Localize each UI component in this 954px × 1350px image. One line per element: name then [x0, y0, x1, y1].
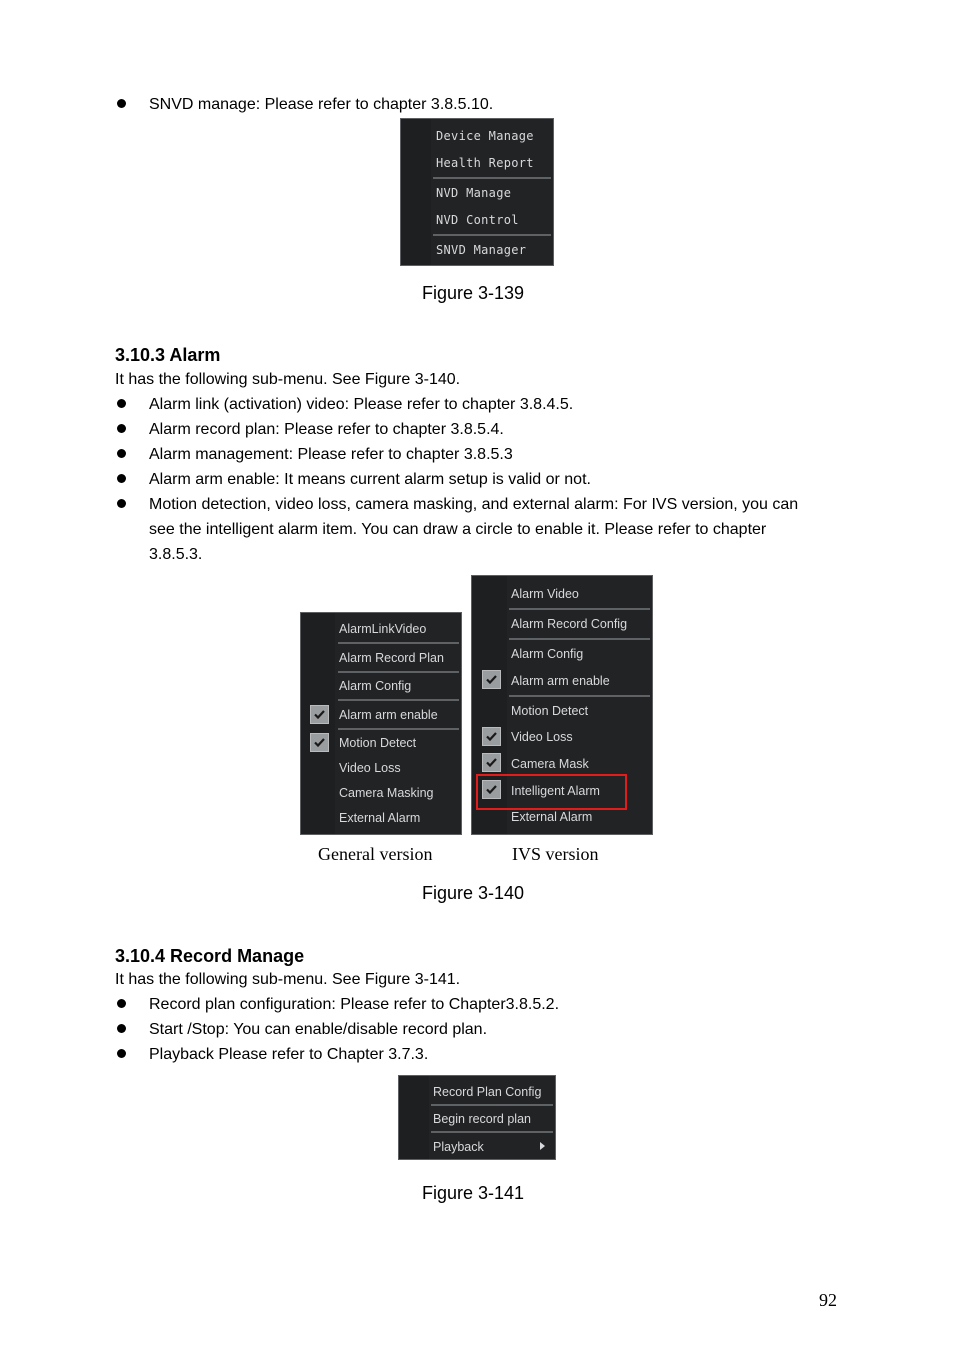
menu-item-alarm-arm-enable[interactable]: Alarm arm enable	[511, 674, 610, 688]
intelligent-alarm-highlight	[476, 774, 627, 810]
menu-item-health-report[interactable]: Health Report	[436, 156, 534, 170]
alarm-bullet-3: Alarm management: Please refer to chapter 3.8.5.3	[149, 446, 513, 463]
general-alarm-menu	[300, 612, 462, 835]
bullet-dot	[117, 449, 126, 458]
menu-item-snvd-manager[interactable]: SNVD Manager	[436, 243, 527, 257]
figure-caption-141: Figure 3-141	[422, 1183, 525, 1203]
menu-separator	[338, 642, 459, 644]
section-heading-alarm: 3.10.3 Alarm	[115, 345, 221, 365]
menu-item-alarm-video[interactable]: Alarm Video	[511, 587, 579, 601]
record-intro: It has the following sub-menu. See Figure 3-141.	[115, 971, 461, 988]
section-heading-record-manage: 3.10.4 Record Manage	[115, 946, 305, 966]
bullet-dot	[117, 999, 126, 1008]
alarm-bullet-5-cont: see the intelligent alarm item. You can draw a circle to enable it. Please refer to chapter	[149, 521, 767, 538]
menu-separator	[509, 608, 650, 610]
check-icon	[482, 753, 501, 772]
menu-item-video-loss[interactable]: Video Loss	[339, 761, 401, 775]
menu-item-alarm-link-video[interactable]: AlarmLinkVideo	[339, 622, 427, 636]
alarm-bullet-2: Alarm record plan: Please refer to chapter 3.8.5.4.	[149, 421, 504, 438]
check-icon	[310, 733, 329, 752]
menu-item-nvd-control[interactable]: NVD Control	[436, 213, 519, 227]
menu-separator	[338, 699, 459, 701]
check-icon	[482, 670, 501, 689]
bullet-dot	[117, 499, 126, 508]
menu-item-alarm-config[interactable]: Alarm Config	[511, 647, 584, 661]
menu-item-external-alarm[interactable]: External Alarm	[339, 811, 421, 825]
record-bullet-2: Start /Stop: You can enable/disable record plan.	[149, 1021, 488, 1038]
record-bullet-1: Record plan configuration: Please refer to Chapter3.8.5.2.	[149, 996, 560, 1013]
submenu-arrow-icon	[540, 1142, 545, 1150]
menu-separator	[433, 177, 551, 179]
menu-item-video-loss[interactable]: Video Loss	[511, 730, 573, 744]
menu-item-alarm-record-plan[interactable]: Alarm Record Plan	[339, 651, 444, 665]
alarm-bullet-1: Alarm link (activation) video: Please refer to chapter 3.8.4.5.	[149, 396, 574, 413]
bullet-dot	[117, 1024, 126, 1033]
ivs-alarm-menu	[471, 575, 653, 835]
menu-item-intelligent-alarm[interactable]: Intelligent Alarm	[511, 784, 600, 798]
check-icon	[310, 705, 329, 724]
menu-separator	[431, 1104, 553, 1106]
record-menu	[398, 1075, 556, 1160]
check-icon	[482, 727, 501, 746]
page-number: 92	[819, 1290, 837, 1310]
general-version-label: General version	[318, 844, 433, 864]
alarm-intro: It has the following sub-menu. See Figure 3-140.	[115, 371, 461, 388]
menu-item-playback[interactable]: Playback	[433, 1140, 484, 1154]
menu-separator	[338, 728, 459, 730]
menu-item-alarm-record-config[interactable]: Alarm Record Config	[511, 617, 628, 631]
bullet-snvd-manage: SNVD manage: Please refer to chapter 3.8.5.10.	[149, 96, 494, 113]
menu-separator	[431, 1131, 553, 1133]
alarm-bullet-5: Motion detection, video loss, camera masking, and external alarm: For IVS version, you can	[149, 496, 799, 513]
menu-item-camera-mask[interactable]: Camera Mask	[511, 757, 589, 771]
bullet-dot	[117, 474, 126, 483]
alarm-bullet-4: Alarm arm enable: It means current alarm setup is valid or not.	[149, 471, 591, 488]
menu-separator	[509, 695, 650, 697]
menu-item-device-manage[interactable]: Device Manage	[436, 129, 534, 143]
menu-separator	[509, 638, 650, 640]
figure-caption-139: Figure 3-139	[422, 283, 525, 303]
bullet-dot	[117, 424, 126, 433]
figure-caption-140: Figure 3-140	[422, 883, 525, 903]
menu-item-begin-record-plan[interactable]: Begin record plan	[433, 1112, 531, 1126]
menu-item-camera-masking[interactable]: Camera Masking	[339, 786, 434, 800]
alarm-bullet-5-cont: 3.8.5.3.	[149, 546, 203, 563]
menu-item-alarm-config[interactable]: Alarm Config	[339, 679, 412, 693]
menu-item-external-alarm[interactable]: External Alarm	[511, 810, 593, 824]
device-menu	[400, 118, 554, 266]
bullet-dot	[117, 399, 126, 408]
menu-item-record-plan-config[interactable]: Record Plan Config	[433, 1085, 542, 1099]
menu-item-alarm-arm-enable[interactable]: Alarm arm enable	[339, 708, 438, 722]
menu-separator	[338, 671, 459, 673]
bullet-dot	[117, 99, 126, 108]
bullet-dot	[117, 1049, 126, 1058]
menu-separator	[433, 234, 551, 236]
menu-item-motion-detect[interactable]: Motion Detect	[511, 704, 589, 718]
menu-item-motion-detect[interactable]: Motion Detect	[339, 736, 417, 750]
ivs-version-label: IVS version	[512, 844, 599, 864]
record-bullet-3: Playback Please refer to Chapter 3.7.3.	[149, 1046, 429, 1063]
menu-item-nvd-manage[interactable]: NVD Manage	[436, 186, 512, 200]
